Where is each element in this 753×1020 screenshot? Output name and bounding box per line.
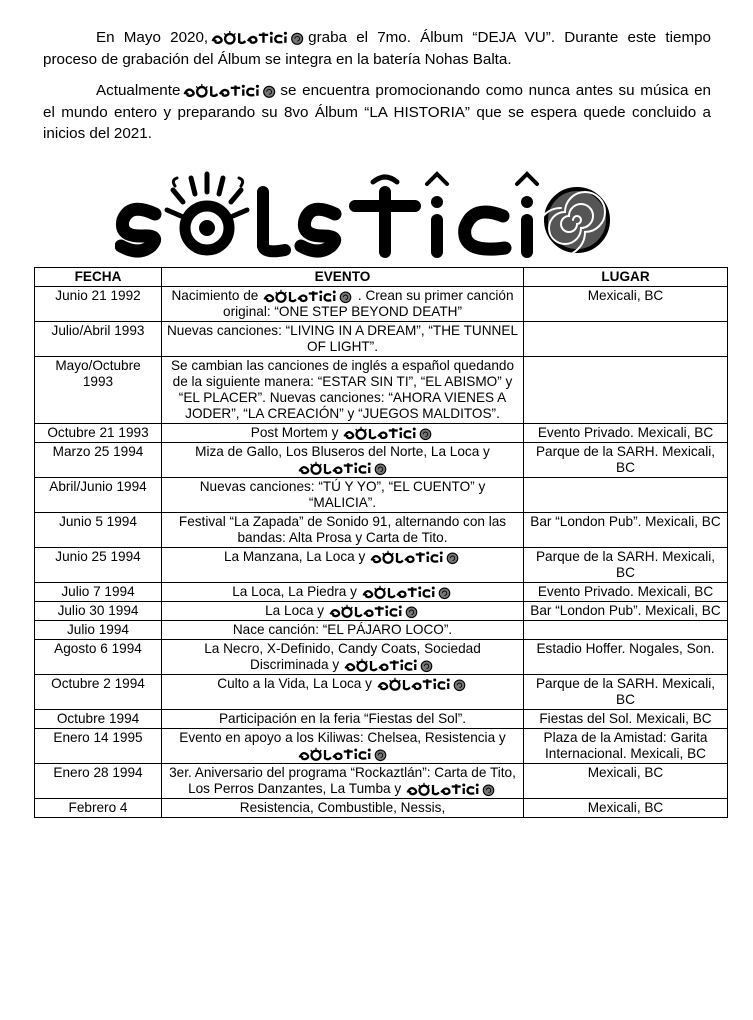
- cell-lugar: [524, 357, 728, 424]
- table-row: [35, 357, 728, 424]
- cell-fecha: Agosto 6 1994: [35, 640, 162, 675]
- cell-lugar: Evento Privado. Mexicali, BC: [524, 424, 728, 443]
- cell-evento: [162, 583, 524, 602]
- cell-lugar: Parque de la SARH. Mexicali, BC: [524, 675, 728, 710]
- evento-text-before: 3er. Aniversario del programa “Rockaztlán”: Carta de Tito, Los Perros Danzantes, La Tumba y: [169, 765, 516, 796]
- cell-evento: [162, 640, 524, 675]
- table-header-row: [35, 268, 728, 287]
- evento-text-before: La Necro, X-Definido, Candy Coats, Sociedad Discriminada y: [204, 641, 481, 672]
- cell-lugar: Estadio Hoffer. Nogales, Son.: [524, 640, 728, 675]
- cell-evento: Nuevas canciones: “LIVING IN A DREAM”, “THE TUNNEL OF LIGHT”.: [162, 322, 524, 357]
- cell-fecha: Octubre 21 1993: [35, 424, 162, 443]
- cell-fecha: Febrero 4: [35, 799, 162, 818]
- table-row: [35, 548, 728, 583]
- evento-text-before: Nacimiento de: [171, 288, 259, 303]
- table-row: [35, 478, 728, 513]
- cell-lugar: Mexicali, BC: [524, 799, 728, 818]
- intro-p1-before: En Mayo 2020,: [96, 29, 209, 46]
- cell-lugar: Mexicali, BC: [524, 287, 728, 322]
- solsticio-logo-inline: [183, 83, 277, 99]
- cell-evento: [162, 602, 524, 621]
- events-table: [34, 267, 728, 818]
- header-lugar: LUGAR: [524, 268, 728, 287]
- cell-evento: [162, 764, 524, 799]
- cell-lugar: Parque de la SARH. Mexicali, BC: [524, 443, 728, 478]
- cell-evento: Se cambian las canciones de inglés a español quedando de la siguiente manera: “ESTAR SIN TI”, “EL ABISMO” y “EL PLACER”. Nuevas canciones: “AHORA VIENES A JODER”, “LA CREACIÓN” y “JUEGOS MALDITOS”.: [162, 357, 524, 424]
- cell-fecha: Junio 21 1992: [35, 287, 162, 322]
- cell-fecha: Julio 1994: [35, 621, 162, 640]
- cell-evento: [162, 729, 524, 764]
- cell-evento: Nace canción: “EL PÁJARO LOCO”.: [162, 621, 524, 640]
- cell-fecha: Junio 25 1994: [35, 548, 162, 583]
- solsticio-logo-inline: [376, 677, 468, 692]
- solsticio-logo-inline: [405, 782, 497, 797]
- table-row: [35, 322, 728, 357]
- cell-fecha: Abril/Junio 1994: [35, 478, 162, 513]
- cell-lugar: Mexicali, BC: [524, 764, 728, 799]
- table-row: [35, 602, 728, 621]
- cell-lugar: [524, 322, 728, 357]
- header-evento: EVENTO: [162, 268, 524, 287]
- intro-paragraph-2: [43, 80, 711, 145]
- evento-text-before: Post Mortem y: [250, 425, 339, 440]
- intro-p2-before: Actualmente: [96, 82, 181, 99]
- cell-evento: Participación en la feria “Fiestas del Sol”.: [162, 710, 524, 729]
- header-fecha: FECHA: [35, 268, 162, 287]
- solsticio-logo-inline: [342, 426, 434, 441]
- cell-fecha: Julio 7 1994: [35, 583, 162, 602]
- cell-evento: [162, 287, 524, 322]
- table-row: [35, 424, 728, 443]
- table-row: [35, 583, 728, 602]
- solsticio-logo-inline: [297, 461, 389, 476]
- cell-evento: Resistencia, Combustible, Nessis,: [162, 799, 524, 818]
- solsticio-logo-inline: [361, 585, 453, 600]
- evento-text-before: Culto a la Vida, La Loca y: [217, 676, 372, 691]
- solsticio-logo: [115, 162, 610, 262]
- cell-lugar: [524, 478, 728, 513]
- solsticio-logo-inline: [262, 289, 354, 304]
- cell-evento: [162, 443, 524, 478]
- intro-p2-after: se encuentra promocionando como nunca antes su música en el mundo entero y preparando su 8vo Álbum “LA HISTORIA” que se espera quede concluido a inicios del 2021.: [43, 82, 711, 142]
- cell-evento: Nuevas canciones: “TÚ Y YO”, “EL CUENTO” y “MALICIA”.: [162, 478, 524, 513]
- cell-lugar: Fiestas del Sol. Mexicali, BC: [524, 710, 728, 729]
- solsticio-logo-inline: [297, 747, 389, 762]
- cell-lugar: Parque de la SARH. Mexicali, BC: [524, 548, 728, 583]
- cell-lugar: Evento Privado. Mexicali, BC: [524, 583, 728, 602]
- cell-lugar: Bar “London Pub”. Mexicali, BC: [524, 602, 728, 621]
- evento-text-after: . Crean su primer canción original: “ONE STEP BEYOND DEATH”: [223, 288, 514, 319]
- table-row: [35, 513, 728, 548]
- cell-evento: [162, 424, 524, 443]
- evento-text-before: La Loca y: [265, 603, 325, 618]
- cell-evento: [162, 548, 524, 583]
- table-row: [35, 764, 728, 799]
- table-row: [35, 287, 728, 322]
- cell-fecha: Junio 5 1994: [35, 513, 162, 548]
- evento-text-before: Miza de Gallo, Los Bluseros del Norte, La Loca y: [195, 444, 490, 459]
- evento-text-before: La Loca, La Piedra y: [232, 584, 357, 599]
- evento-text-before: Evento en apoyo a los Kiliwas: Chelsea, Resistencia y: [179, 730, 506, 745]
- table-row: [35, 443, 728, 478]
- cell-fecha: Mayo/Octubre 1993: [35, 357, 162, 424]
- table-row: [35, 640, 728, 675]
- intro-p1-after: graba el 7mo. Álbum “DEJA VU”. Durante este tiempo proceso de grabación del Álbum se integra en la batería Nohas Balta.: [43, 29, 711, 68]
- cell-fecha: Octubre 1994: [35, 710, 162, 729]
- cell-evento: [162, 675, 524, 710]
- cell-fecha: Julio 30 1994: [35, 602, 162, 621]
- solsticio-logo-inline: [343, 658, 435, 673]
- cell-lugar: Bar “London Pub”. Mexicali, BC: [524, 513, 728, 548]
- cell-fecha: Marzo 25 1994: [35, 443, 162, 478]
- cell-lugar: Plaza de la Amistad: Garita Internacional. Mexicali, BC: [524, 729, 728, 764]
- table-row: [35, 621, 728, 640]
- table-row: [35, 729, 728, 764]
- cell-lugar: [524, 621, 728, 640]
- cell-evento: Festival “La Zapada” de Sonido 91, alternando con las bandas: Alta Prosa y Carta de Tito.: [162, 513, 524, 548]
- solsticio-logo-inline: [328, 604, 420, 619]
- table-row: [35, 799, 728, 818]
- solsticio-logo-inline: [211, 30, 305, 46]
- solsticio-logo-inline: [369, 550, 461, 565]
- table-row: [35, 675, 728, 710]
- cell-fecha: Octubre 2 1994: [35, 675, 162, 710]
- cell-fecha: Julio/Abril 1993: [35, 322, 162, 357]
- evento-text-before: La Manzana, La Loca y: [223, 549, 366, 564]
- cell-fecha: Enero 28 1994: [35, 764, 162, 799]
- table-row: [35, 710, 728, 729]
- intro-paragraph-1: [43, 27, 711, 70]
- cell-fecha: Enero 14 1995: [35, 729, 162, 764]
